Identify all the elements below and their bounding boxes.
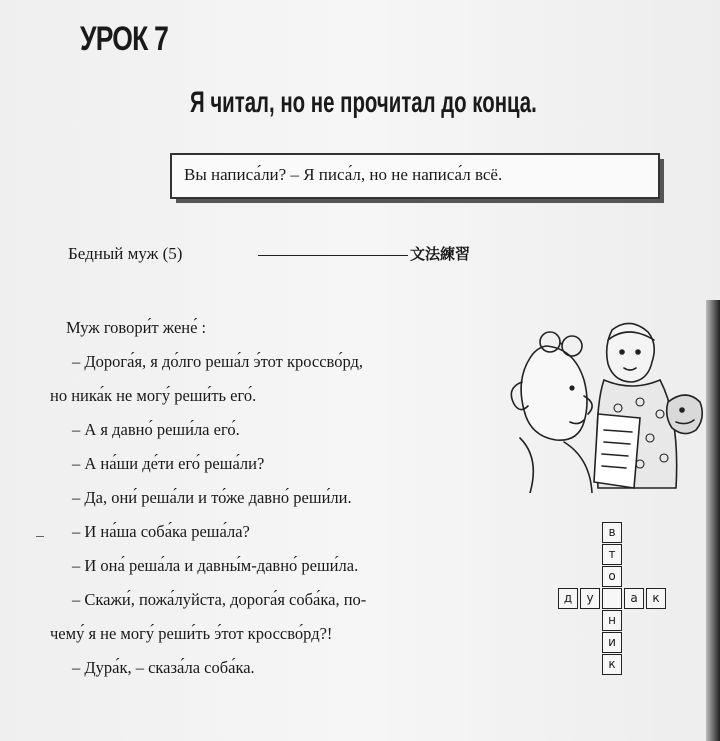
crossword-cell: в [602, 522, 622, 543]
pattern-text: Вы написа́ли? – Я писа́л, но не написа́л всё. [184, 165, 503, 184]
illustration-family [500, 318, 706, 493]
lesson-heading: УРОК 7 [80, 20, 169, 58]
crossword-cell: т [602, 544, 622, 565]
dialogue-line: – Дура́к, – сказа́ла соба́ка. [72, 658, 255, 677]
dialogue-line: – А я давно́ реши́ла его́. [72, 420, 240, 439]
section-tag: 文法練習 [410, 245, 471, 263]
dialogue-line: – Дорога́я, я до́лго реша́л э́тот кроссво́рд, [72, 352, 364, 371]
dialogue-line: Муж говори́т жене́ : [66, 318, 207, 337]
dialogue-line: – А на́ши де́ти его́ реша́ли? [72, 454, 265, 473]
dialogue-line: – Да, они́ реша́ли и то́же давно́ реши́ли. [72, 488, 352, 507]
dialogue-line: – И на́ша соба́ка реша́ла? [72, 522, 250, 541]
crossword-cell: д [558, 588, 578, 609]
section-title: Бедный муж (5) [68, 244, 183, 263]
crossword-cell: и [602, 632, 622, 653]
dialogue-line: но ника́к не могу́ реши́ть его́. [50, 386, 257, 405]
pattern-box [170, 153, 660, 199]
lesson-title: Я читал, но не прочитал до конца. [190, 86, 537, 119]
crossword-cell: о [602, 566, 622, 587]
crossword-cell: н [602, 610, 622, 631]
dialogue-line: – Скажи́, пожа́луйста, дорога́я соба́ка, по- [72, 590, 367, 609]
crossword-cell: к [602, 654, 622, 675]
crossword-cell: у [580, 588, 600, 609]
section-rule [258, 255, 408, 256]
crossword-cell: к [646, 588, 666, 609]
margin-mark [36, 536, 44, 537]
page-edge-shadow [706, 300, 720, 741]
dialogue-line: чему́ я не могу́ реши́ть э́тот кроссво́рд?! [50, 624, 333, 643]
crossword-cell [602, 588, 622, 609]
crossword-cell: а [624, 588, 644, 609]
dialogue-line: – И она́ реша́ла и давны́м-давно́ реши́ла. [72, 556, 359, 575]
